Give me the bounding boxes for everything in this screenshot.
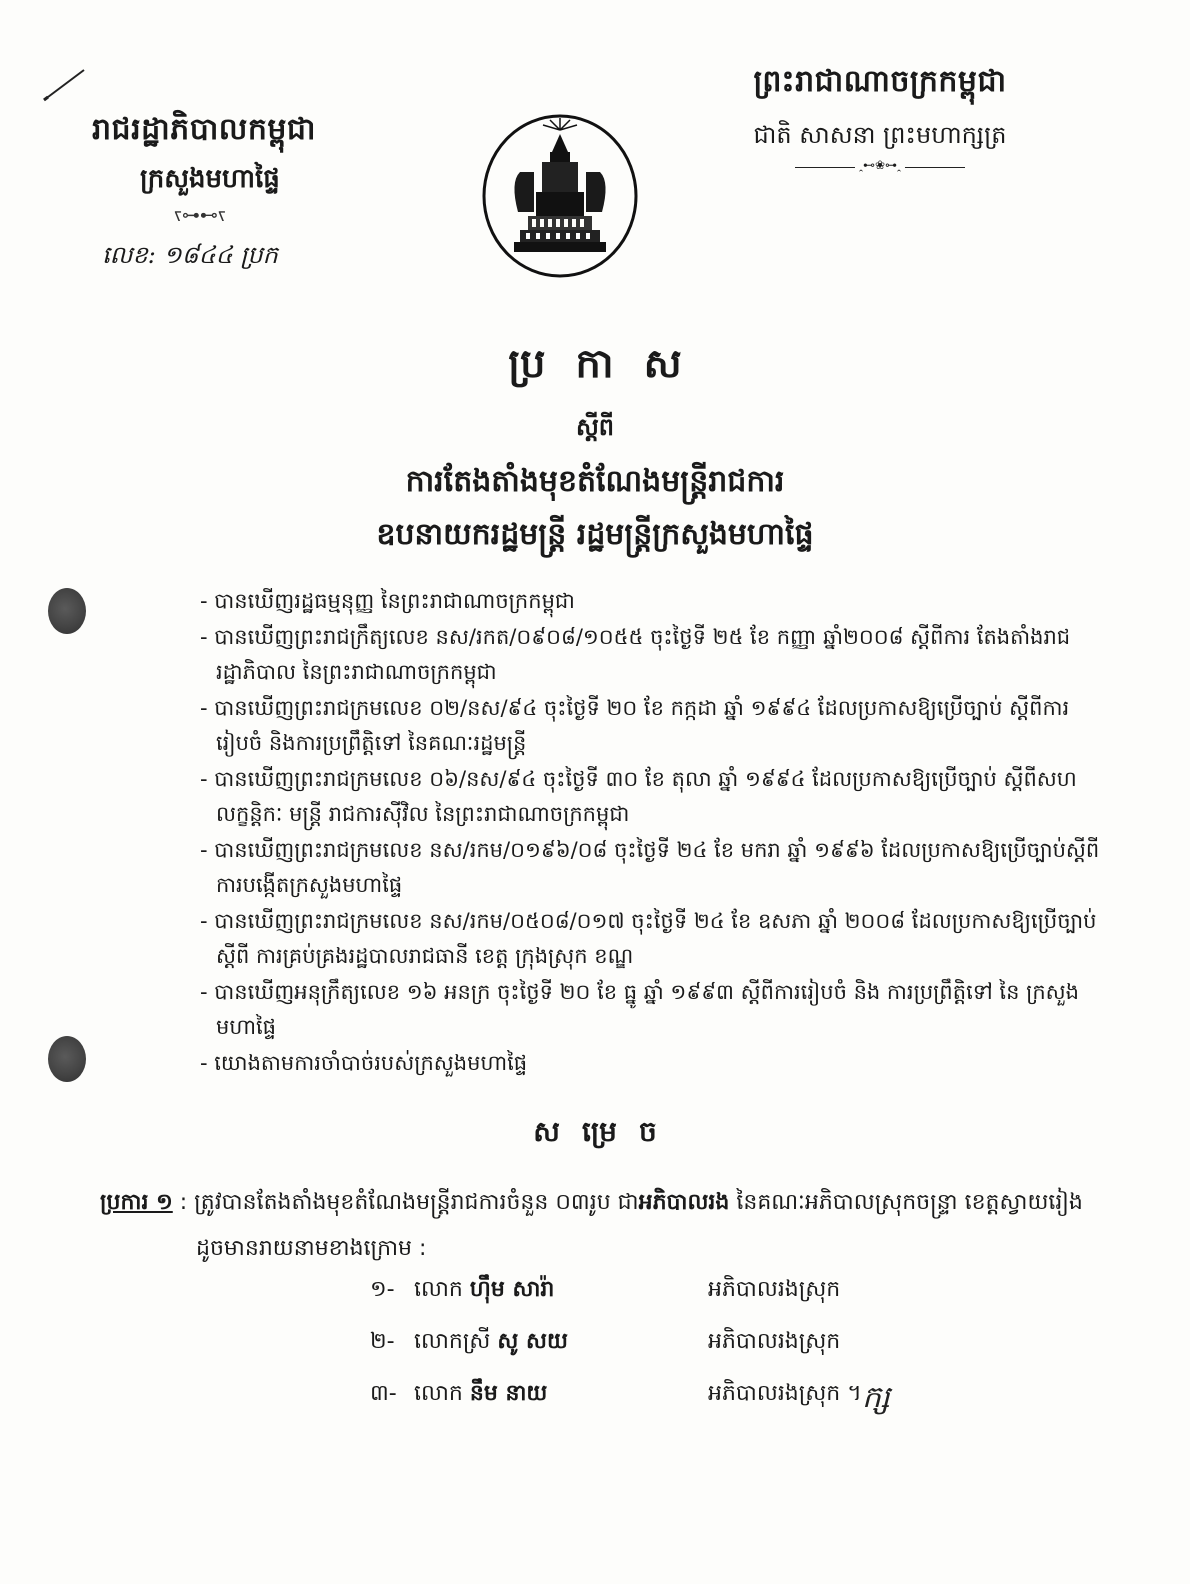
consideration-item: - បានឃើញព្រះរាជក្រឹត្យលេខ នស/រកត/០៩០៨/១០៥៥ ចុះថ្ងៃទី ២៥ ខែ កញ្ញា ឆ្នាំ២០០៨ ស្តីពីការ តែងតាំងរាជរដ្ឋាភិបាល នៃព្រះរាជាណាចក្រកម្ពុជា [200, 625, 1071, 684]
kingdom-name: ព្រះរាជាណាចក្រកម្ពុជា [753, 64, 1007, 99]
government-name: រាជរដ្ឋាភិបាលកម្ពុជា [92, 112, 316, 147]
punch-hole-bottom [48, 1036, 86, 1082]
article-text-after: នៃគណៈអភិបាលស្រុកចន្ទ្រា ខេត្តស្វាយរៀង [729, 1190, 1083, 1215]
article-continuation: ដូចមានរាយនាមខាងក្រោម : [196, 1236, 427, 1261]
ornament-right: ꞈ⊷❀⊶ꞈ [855, 158, 905, 173]
subject-line-2: ឧបនាយករដ្ឋមន្ត្រី រដ្ឋមន្ត្រីក្រសួងមហាផ្ទៃ [376, 517, 814, 552]
official-row [370, 1275, 970, 1327]
pen-stroke-mark [40, 64, 90, 104]
handwritten-initial: ក្ស [862, 1380, 890, 1415]
article-1 [100, 1180, 1110, 1272]
ornament-left: ꧏ⊶⊷ꧏ [174, 205, 226, 226]
title-about: ស្តីពី [575, 412, 615, 441]
official-number: ៣- [370, 1381, 397, 1406]
article-text-bold: អភិបាលរង [638, 1190, 730, 1215]
article-colon: : [172, 1190, 195, 1215]
official-position: អភិបាលរងស្រុក [708, 1329, 841, 1354]
consideration-item: - បានឃើញព្រះរាជក្រមលេខ ០៦/នស/៩៤ ចុះថ្ងៃទី ៣០ ខែ តុលា ឆ្នាំ ១៩៩៤ ដែលប្រកាសឱ្យប្រើច្បាប់ ស្តីពីសហលក្ខន្តិកៈ មន្ត្រី រាជការស៊ីវិល នៃព្រះរាជាណាចក្រកម្ពុជា [200, 767, 1077, 826]
consideration-item: - បានឃើញរដ្ឋធម្មនុញ្ញ នៃព្រះរាជាណាចក្រកម្ពុជា [200, 589, 575, 613]
punch-hole-top [48, 588, 86, 634]
official-position: អភិបាលរងស្រុក ។ [708, 1381, 862, 1406]
document-title: ប្រកាស [508, 340, 712, 387]
consideration-item: - បានឃើញអនុក្រឹត្យលេខ ១៦ អនក្រ ចុះថ្ងៃទី ២០ ខែ ធ្នូ ឆ្នាំ ១៩៩៣ ស្តីពីការរៀបចំ និង ការប្រព្រឹត្តិទៅ នៃ ក្រសួងមហាផ្ទៃ [200, 980, 1079, 1039]
considerations-list [200, 584, 1110, 1082]
official-title-name [414, 1275, 554, 1307]
official-title: លោក [414, 1277, 463, 1302]
ornament-right-rule [795, 158, 965, 172]
issuer-header [92, 110, 352, 275]
consideration-item: - បានឃើញព្រះរាជក្រមលេខ នស/រកម/០៥០៨/០១៧ ចុះថ្ងៃទី ២៤ ខែ ឧសភា ឆ្នាំ ២០០៨ ដែលប្រកាសឱ្យប្រើច្បាប់ស្តីពី ការគ្រប់គ្រងរដ្ឋបាលរាជធានី ខេត្ត ក្រុងស្រុក ខណ្ឌ [200, 909, 1097, 968]
official-title-name [414, 1327, 568, 1359]
official-title: លោកស្រី [414, 1329, 491, 1354]
official-number: ១- [370, 1277, 395, 1302]
official-name: សូ សយ [497, 1329, 568, 1354]
royal-seal-emblem [480, 112, 640, 280]
subject-line-1: ការតែងតាំងមុខតំណែងមន្ត្រីរាជការ [405, 464, 785, 499]
ministry-name: ក្រសួងមហាផ្ទៃ [140, 164, 280, 194]
official-number: ២- [370, 1329, 395, 1354]
official-row [370, 1327, 970, 1379]
official-name: ហ៊ឹម សារ៉ា [469, 1277, 555, 1302]
official-title: លោក [414, 1381, 463, 1406]
article-label: ប្រការ ១ [100, 1190, 173, 1215]
national-motto: ជាតិ សាសនា ព្រះមហាក្សត្រ [753, 121, 1007, 149]
official-name: នឹម នាយ [469, 1381, 548, 1406]
article-text-before: ត្រូវបានតែងតាំងមុខតំណែងមន្ត្រីរាជការចំនួន ០៣រូប ជា [194, 1190, 639, 1215]
consideration-item: - បានឃើញព្រះរាជក្រមលេខ នស/រកម/០១៩៦/០៨ ចុះថ្ងៃទី ២៤ ខែ មករា ឆ្នាំ ១៩៩៦ ដែលប្រកាសឱ្យប្រើច្បាប់ស្តីពី ការបង្កើតក្រសួងមហាផ្ទៃ [200, 838, 1100, 897]
decision-heading: សម្រេច [533, 1115, 679, 1148]
official-position: អភិបាលរងស្រុក [708, 1277, 841, 1302]
kingdom-header [720, 62, 1040, 172]
reference-number: លេខ: ១៨៤៤ ប្រក [102, 241, 278, 269]
official-title-name [414, 1379, 547, 1411]
consideration-item: - បានឃើញព្រះរាជក្រមលេខ ០២/នស/៩៤ ចុះថ្ងៃទី ២០ ខែ កក្កដា ឆ្នាំ ១៩៩៤ ដែលប្រកាសឱ្យប្រើច្បាប់ ស្តីពីការរៀបចំ និងការប្រព្រឹត្តិទៅ នៃគណៈរដ្ឋមន្ត្រី [200, 696, 1070, 755]
consideration-item: - យោងតាមការចាំបាច់របស់ក្រសួងមហាផ្ទៃ [200, 1051, 528, 1075]
article-1-line [100, 1180, 1110, 1226]
